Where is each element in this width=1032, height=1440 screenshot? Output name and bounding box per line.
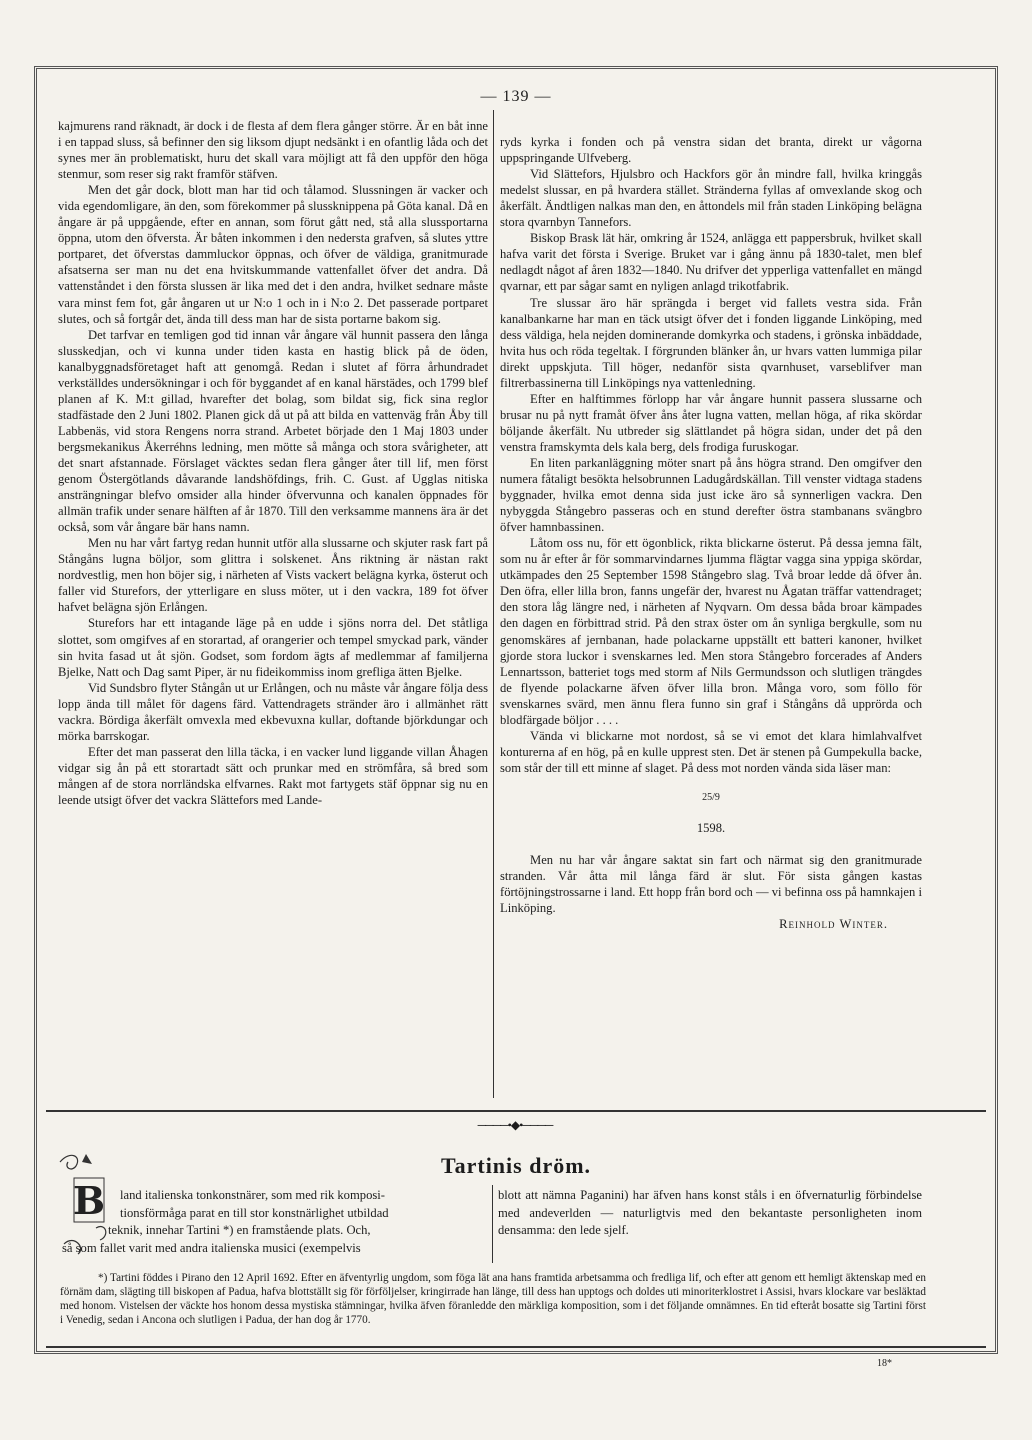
page-number: — 139 — (480, 88, 552, 105)
article-column-divider (492, 1185, 493, 1263)
dropcap-letter: B (72, 1178, 106, 1223)
article-line-2: tionsförmåga parat en till stor konstnärlighet utbildad (120, 1205, 389, 1220)
right-paragraph: En liten parkanläggning möter snart på åns högra strand. Den omgifver den numera fåtaligt besökta helsobrunnen Ladugårdskällan. Till venster vidtaga stadens byggnader, hvilka emot denna sida just icke äro så synnerligen vackra. Den nybyggda Stångebro passeras och en stund derefter östra stambanans svängbro öfver hamnbassinen. (500, 455, 922, 535)
right-paragraph: Efter en halftimmes förlopp har vår ångare hunnit passera slussarne och brusar nu på nytt framåt öfver åns åter lugna vatten, mellan höga, af rika skördar böljande åkerfält. Nu utbreder sig slättlandet på högra sidan, under det på den venstra framskymta dels kala berg, dels frodiga furuskogar. (500, 391, 922, 454)
left-paragraph: Men nu har vårt fartyg redan hunnit utför alla slussarne och skjuter rask fart på Stångåns lugna böljor, som glittra i solskenet. Åns riktning är nästan rakt nordvestlig, men hon böjer sig, i närheten af Vists vackert belägna kyrka, österut och faller vid Sturefors, der ytterligare en sluss möter, ut i den vackra, 189 fot öfver hafvet belägna sjön Erlången. (58, 536, 488, 615)
article-left-column (62, 1187, 486, 1257)
inscription-year: 1598. (696, 821, 726, 836)
right-paragraph: Låtom oss nu, för ett ögonblick, rikta blickarne österut. På dessa jemna fält, som nu år efter år för sommarvindarnes ljumma flägtar vagga sina yppiga skördar, utkämpades den 25 September 1598 Stångebro slag. Två broar ledde då öfver ån. Den öfra, eller lilla bron, fanns ungefär der, hvarest nu Ågatan träffar vattendraget; den stora låg längre ned, i närheten af Nyqvarn. Om dessa båda broar kämpades den dagen en förbittrad strid. På den strax öster om ån synliga bergkulle, som nu genomskäres af jernbanan, hade polackarne uppställt ett batteri kanoner, hvilket gjorde stora luckor i svenskarnes led. Men stora Stångebro forcerades af Anders Lennartsson, batteriet togs med storm af Nils Germundsson och slutligen trängdes de flyende polackarne äfven öfver lilla bron. Många voro, som föllo för svenskarnes svärd, men ännu flera funno sin graf i Stångåns då upprörda och blodfärgade böljor . . . . (500, 536, 922, 727)
right-paragraph: Vid Slättefors, Hjulsbro och Hackfors gör ån mindre fall, hvilka kringgås medelst slussar, en på hvardera stället. Stränderna fyllas af omvexlande skog och åkerfält. Ändtligen nalkas man den, en åttondels mil från staden Linköping belägna stora qvarnbyn Tannefors. (500, 167, 922, 230)
right-column (500, 118, 922, 948)
column-divider (493, 110, 494, 1098)
inscription-date: 25/9 (702, 791, 720, 803)
article-title: Tartinis dröm. (440, 1153, 592, 1178)
left-paragraph: Efter det man passerat den lilla täcka, i en vacker lund liggande villan Åhagen vidgar sig ån på ett storartadt sätt och prunkar med en strömfåra, så bred som mången af de stora norrländska elfvarnes. Rakt mot fartygets stäf öppnar sig nu en leende utsigt öfver det vackra Slättefors med Lande- (58, 744, 488, 807)
left-paragraph: Det tarfvar en temligen god tid innan vår ångare väl hunnit passera den långa slusskedjan, och vi kunna under tiden kasta en hastig blick på de öden, kanalbyggnadsföretaget haft att genomgå. Redan i slutet af förra århundradet verkställdes undersökningar i och för byggandet af en kanal härstädes, och 1799 blef planen af K. M:t gillad, hvarefter det bolag, som bildat sig, fick sina reglor stadfästade den 2 Juni 1802. Planen gick då ut på att bilda en vattenväg från Åby till Labbenäs, vid stora Rengens norra strand. Arbetet började den 1 Maj 1803 under bergsmekanikus Åkerréhns ledning, men mötte så många och stora svårigheter, att det snart afstannade. Förslaget väcktes sedan flera gånger åter till lif, men först genom Östergötlands dåvarande landshöfdings, frih. C. Gust. af Ugglas nitiska ansträngningar blefvo omsider alla hinder öfvervunna och kanalen öppnades för allmän trafik under senare hälften af år 1870. Till den verksamme mannens ära är det också, som vår ångare bär hans namn. (58, 327, 488, 535)
right-column-body (500, 134, 922, 776)
footnote (60, 1271, 926, 1327)
section-rule-top (46, 1110, 986, 1112)
right-paragraph: ryds kyrka i fonden och på venstra sidan det branta, direkt ur vågorna uppspringande Ulfveberg. (500, 135, 922, 166)
left-column (58, 118, 488, 808)
right-paragraph: Tre slussar äro här sprängda i berget vid fallets vestra sida. Från kanalbankarne har man en täck utsigt öfver det i fonden liggande Linköping, med dess väldiga, hela nejden dominerande domkyrka och stadens, i grönska inbäddade, hvita hus och röda tegeltak. I förgrunden blänker ån, ur hvars vatten lummiga pilar direkt uppskjuta. Till höger, nedanför sista qvarnhuset, varseblifver man filtrerbassinerna till Linköpings nya vattenledning. (500, 295, 922, 390)
divider-ornament: ────•◆•──── (477, 1118, 553, 1132)
article-right-column: blott att nämna Paganini) har äfven hans konst ståls i en öfvernaturlig förbindelse med andeverlden — naturligtvis med den bekantaste personligheten inom densamma: den lede sjelf. (498, 1188, 922, 1237)
left-paragraph: Men det går dock, blott man har tid och tålamod. Slussningen är vacker och vida egendomligare, än den, som förekommer på slussknippena på Göta kanal. Då en ångare är på uppgående, efter en annan, som förut gått ned, stå alla slussportarna öppna, utom den öfversta. Är båten inkommen i den nedersta grafven, så slutes yttre portparet, det öfverstas dammluckor öppnas, och öfver de väldiga, granitmurade afsatserna ser man nu det ena hvitskummande vattenfallet öfver det andra. Då vattenståndet i den första slussen är lika med det i den andra, hvilket sednare måste vara minst fem fot, går ångaren ut ur N:o 1 och in i N:o 2. Det passerade portparet slutes, och så fortgår det, ända till dess man har de sista portarne bakom sig. (58, 183, 488, 326)
left-paragraph: kajmurens rand räknadt, är dock i de flesta af dem flera gånger större. Är en båt inne i en tappad sluss, så befinner den sig liksom djupt nedsänkt i en ofantlig låda och det synes mer än problematiskt, huru det skall vara möjligt att få den uppför den höga stenmur, som reser sig rakt framför stäfven. (58, 119, 488, 182)
right-paragraph: Vända vi blickarne mot nordost, så se vi emot det klara himlahvalfvet konturerna af en hög, på en kulle upprest sten. Det är stenen på Gumpekulla backe, som står der till ett minne af slaget. På dess mot norden vända sida läser man: (500, 728, 922, 775)
left-paragraph: Sturefors har ett intagande läge på en udde i sjöns norra del. Det ståtliga slottet, som omgifves af en storartad, af orangerier och tempel smyckad park, vänder sin hvita fasad ut åt sjön. Godset, som fordom ägts af medlemmar af familjerna Bjelke, Natt och Dag samt Piper, är nu fideikommiss inom grefliga ätten Bjelke. (58, 616, 488, 679)
article-line-1: land italienska tonkonstnärer, som med rik komposi- (120, 1188, 385, 1202)
article-line-4: så som fallet varit med andra italienska musici (exempelvis (62, 1240, 361, 1255)
left-paragraph: Vid Sundsbro flyter Stångån ut ur Erlången, och nu måste vår ångare följa dess lopp ända till målet för dagens färd. Vattendragets stränder äro i allmänhet rätt vackra. Bördiga åkerfält omvexla med ekbevuxna kullar, doftande björkdungar och mörka barrskogar. (58, 680, 488, 743)
article-line-3: teknik, innehar Tartini *) en framstående plats. Och, (108, 1223, 371, 1237)
closing-paragraph: Men nu har vår ångare saktat sin fart och närmat sig den granitmurade stranden. Vår åtta mil långa färd är slut. För sista gången kastas förtöjningstrossarne i land. Ett hopp från bord och — vi befinna oss på hamnkajen i Linköping. (500, 853, 922, 916)
right-paragraph: Biskop Brask lät här, omkring år 1524, anlägga ett pappersbruk, hvilket skall hafva varit det första i Sverige. Bruket var i gång ännu på 1830-talet, men blef nedlagdt något af åren 1832—1840. Nu drifver det ypperliga vattenfallet en mängd qvarnar, ett par sågar samt en nyligen anlagd trikotfabrik. (500, 231, 922, 294)
section-rule-bottom (46, 1346, 986, 1348)
author-signature: Reinhold Winter. (779, 917, 888, 932)
footnote-text: *) Tartini föddes i Pirano den 12 April 1692. Efter en äfventyrlig ungdom, som föga lät ana hans framtida arbetsamma och fredliga lif, och efter att genom ett hemligt äktenskap med en förnäm dam, slägting till biskopen af Padua, hafva blottställt sig för förföljelser, kringirrade han länge, till dess han upptogs och doldes uti minoriterklostret i Assisi, hvars klockare var besläktad med honom. Vistelsen der väckte hos honom dessa mystiska stämningar, hvilka äfven föranledde den märkliga komposition, som i det följande omnämnes. En tid efteråt bosatte sig Tartini först i Venedig, sedan i Ancona och slutligen i Padua, der han dog år 1770. (60, 1272, 926, 1327)
sheet-signature: 18* (877, 1358, 892, 1369)
